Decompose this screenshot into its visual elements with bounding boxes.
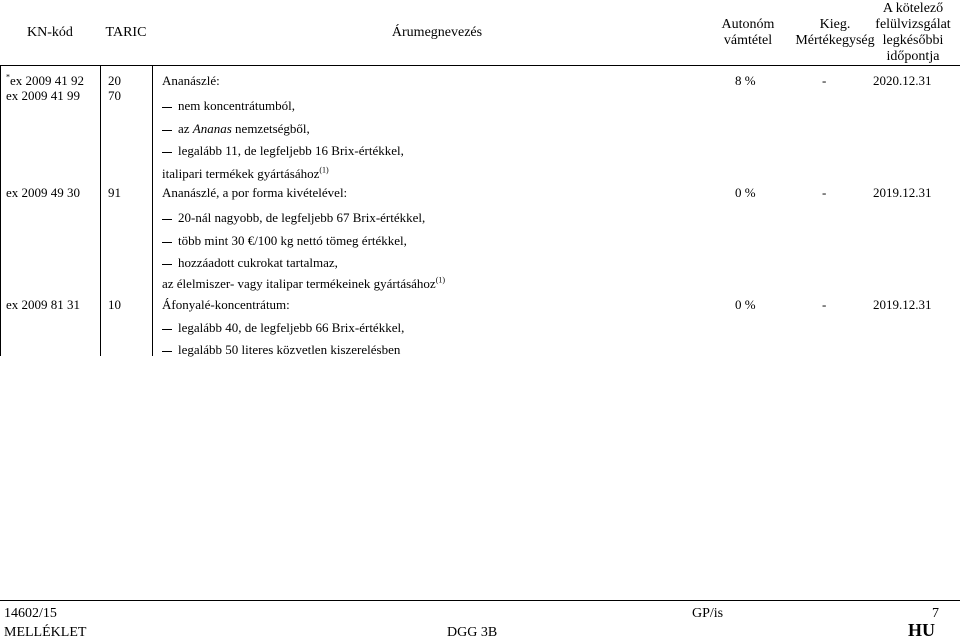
column-rule xyxy=(100,66,101,356)
column-rule xyxy=(152,66,153,356)
rate-cell: 8 % xyxy=(735,73,756,88)
description-line: nem koncentrátumból, xyxy=(162,98,295,113)
description-line: italipari termékek gyártásához$^{(1)}$ xyxy=(162,165,329,181)
rate-cell: 0 % xyxy=(735,297,756,312)
rate-cell: 0 % xyxy=(735,185,756,200)
description-line: Ananászlé: xyxy=(162,73,220,88)
dash-icon xyxy=(162,242,172,243)
header-kieg: Kieg. Mértékegység xyxy=(795,17,875,48)
footer-rule xyxy=(0,600,960,601)
kn-code-cell: *ex 2009 41 92 ex 2009 41 99 xyxy=(6,72,85,103)
unit-cell: - xyxy=(822,73,827,88)
table-header xyxy=(0,0,960,66)
dash-icon xyxy=(162,130,172,131)
description-line: több mint 30 €/100 kg nettó tömeg értékkel, xyxy=(162,233,407,248)
header-kn-kod: KN-kód xyxy=(27,25,73,40)
document-number: 14602/15 xyxy=(4,606,57,621)
dash-icon xyxy=(162,152,172,153)
annex-label: MELLÉKLET xyxy=(4,625,87,640)
review-date-cell: 2019.12.31 xyxy=(873,297,932,312)
dash-icon xyxy=(162,219,172,220)
description-line: legalább 50 literes közvetlen kiszerelésben xyxy=(162,342,400,357)
description-line: Ananászlé, a por forma kivételével: xyxy=(162,185,348,200)
description-line: Áfonyalé-koncentrátum: xyxy=(162,297,290,312)
review-date-cell: 2020.12.31 xyxy=(873,73,932,88)
taric-cell: 91 xyxy=(108,185,121,200)
header-autonom: Autonóm vámtétel xyxy=(721,17,775,48)
language-code: HU xyxy=(908,620,935,640)
description-line: az élelmiszer- vagy italipar termékeinek gyártásához$^{(1)}$ xyxy=(162,275,446,291)
taric-cell: 10 xyxy=(108,297,121,312)
taric-cell: 20 70 xyxy=(108,73,121,103)
dash-icon xyxy=(162,351,172,352)
unit-cell: - xyxy=(822,297,827,312)
description-line: 20-nál nagyobb, de legfeljebb 67 Brix-értékkel, xyxy=(162,210,425,225)
directorate-label: DGG 3B xyxy=(447,625,498,640)
header-taric: TARIC xyxy=(105,25,147,40)
description-line: legalább 40, de legfeljebb 66 Brix-értékkel, xyxy=(162,320,404,335)
page-number: 7 xyxy=(932,606,939,621)
dash-icon xyxy=(162,329,172,330)
header-kotelezo: A kötelező felülvizsgálat legkésőbbi időpontja xyxy=(875,1,951,64)
dash-icon xyxy=(162,107,172,108)
kn-code-cell: ex 2009 49 30 xyxy=(6,185,81,200)
header-arumegnevezes: Árumegnevezés xyxy=(391,25,483,40)
review-date-cell: 2019.12.31 xyxy=(873,185,932,200)
description-line: az Ananas nemzetségből, xyxy=(162,121,310,136)
dash-icon xyxy=(162,264,172,265)
author-initials: GP/is xyxy=(692,606,724,621)
kn-code-cell: ex 2009 81 31 xyxy=(6,297,81,312)
description-line: hozzáadott cukrokat tartalmaz, xyxy=(162,255,338,270)
unit-cell: - xyxy=(822,185,827,200)
column-rule xyxy=(0,66,1,356)
description-line: legalább 11, de legfeljebb 16 Brix-értékkel, xyxy=(162,143,404,158)
